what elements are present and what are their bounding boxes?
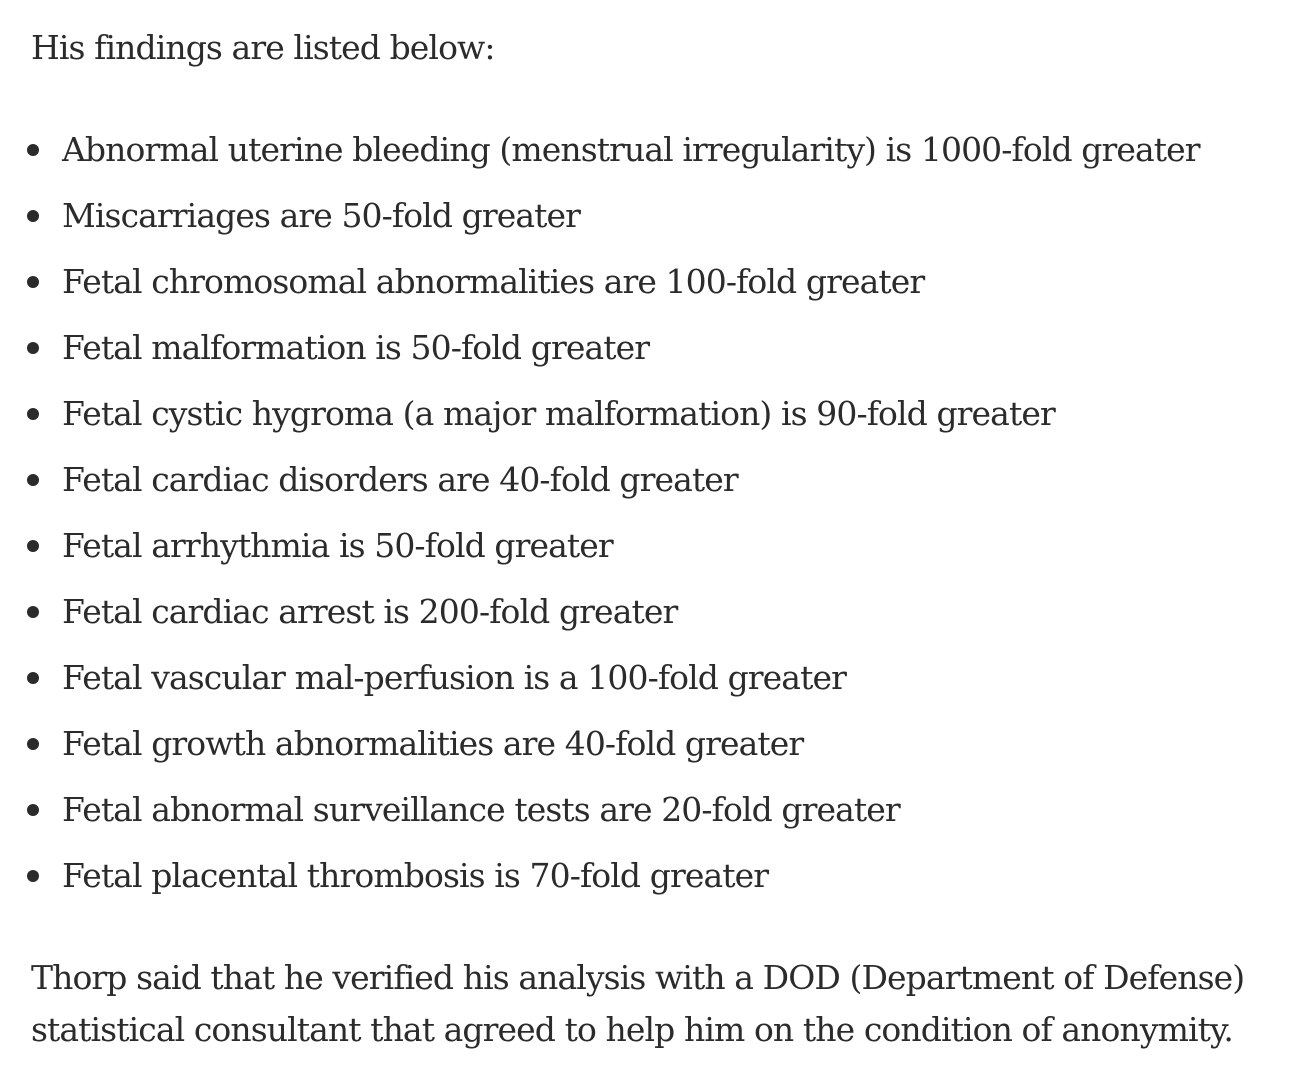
list-item-text: Fetal cystic hygroma (a major malformation) is 90-fold greater <box>62 394 1055 433</box>
bullet-icon <box>27 804 39 816</box>
list-item-text: Abnormal uterine bleeding (menstrual irregularity) is 1000-fold greater <box>62 130 1200 169</box>
list-item-text: Fetal placental thrombosis is 70-fold greater <box>62 856 769 895</box>
list-item-text: Fetal growth abnormalities are 40-fold greater <box>62 724 804 763</box>
list-item-text: Miscarriages are 50-fold greater <box>62 196 581 235</box>
list-item-text: Fetal malformation is 50-fold greater <box>62 328 650 367</box>
bullet-icon <box>27 474 39 486</box>
closing-paragraph: Thorp said that he verified his analysis with a DOD (Department of Defense) statistical consultant that agreed to help him on the condition of anonymity. <box>31 958 1245 1049</box>
list-item-text: Fetal cardiac arrest is 200-fold greater <box>62 592 678 631</box>
bullet-icon <box>27 408 39 420</box>
bullet-icon <box>27 672 39 684</box>
bullet-icon <box>27 738 39 750</box>
list-item-text: Fetal cardiac disorders are 40-fold greater <box>62 460 738 499</box>
list-item-text: Fetal chromosomal abnormalities are 100-fold greater <box>62 262 925 301</box>
list-item-text: Fetal abnormal surveillance tests are 20-fold greater <box>62 790 900 829</box>
intro-paragraph: His findings are listed below: <box>31 28 495 67</box>
bullet-icon <box>27 540 39 552</box>
bullet-icon <box>27 342 39 354</box>
bullet-icon <box>27 276 39 288</box>
bullet-icon <box>27 210 39 222</box>
list-item-text: Fetal arrhythmia is 50-fold greater <box>62 526 613 565</box>
list-item-text: Fetal vascular mal-perfusion is a 100-fold greater <box>62 658 846 697</box>
bullet-icon <box>27 870 39 882</box>
bullet-icon <box>27 144 39 156</box>
bullet-icon <box>27 606 39 618</box>
